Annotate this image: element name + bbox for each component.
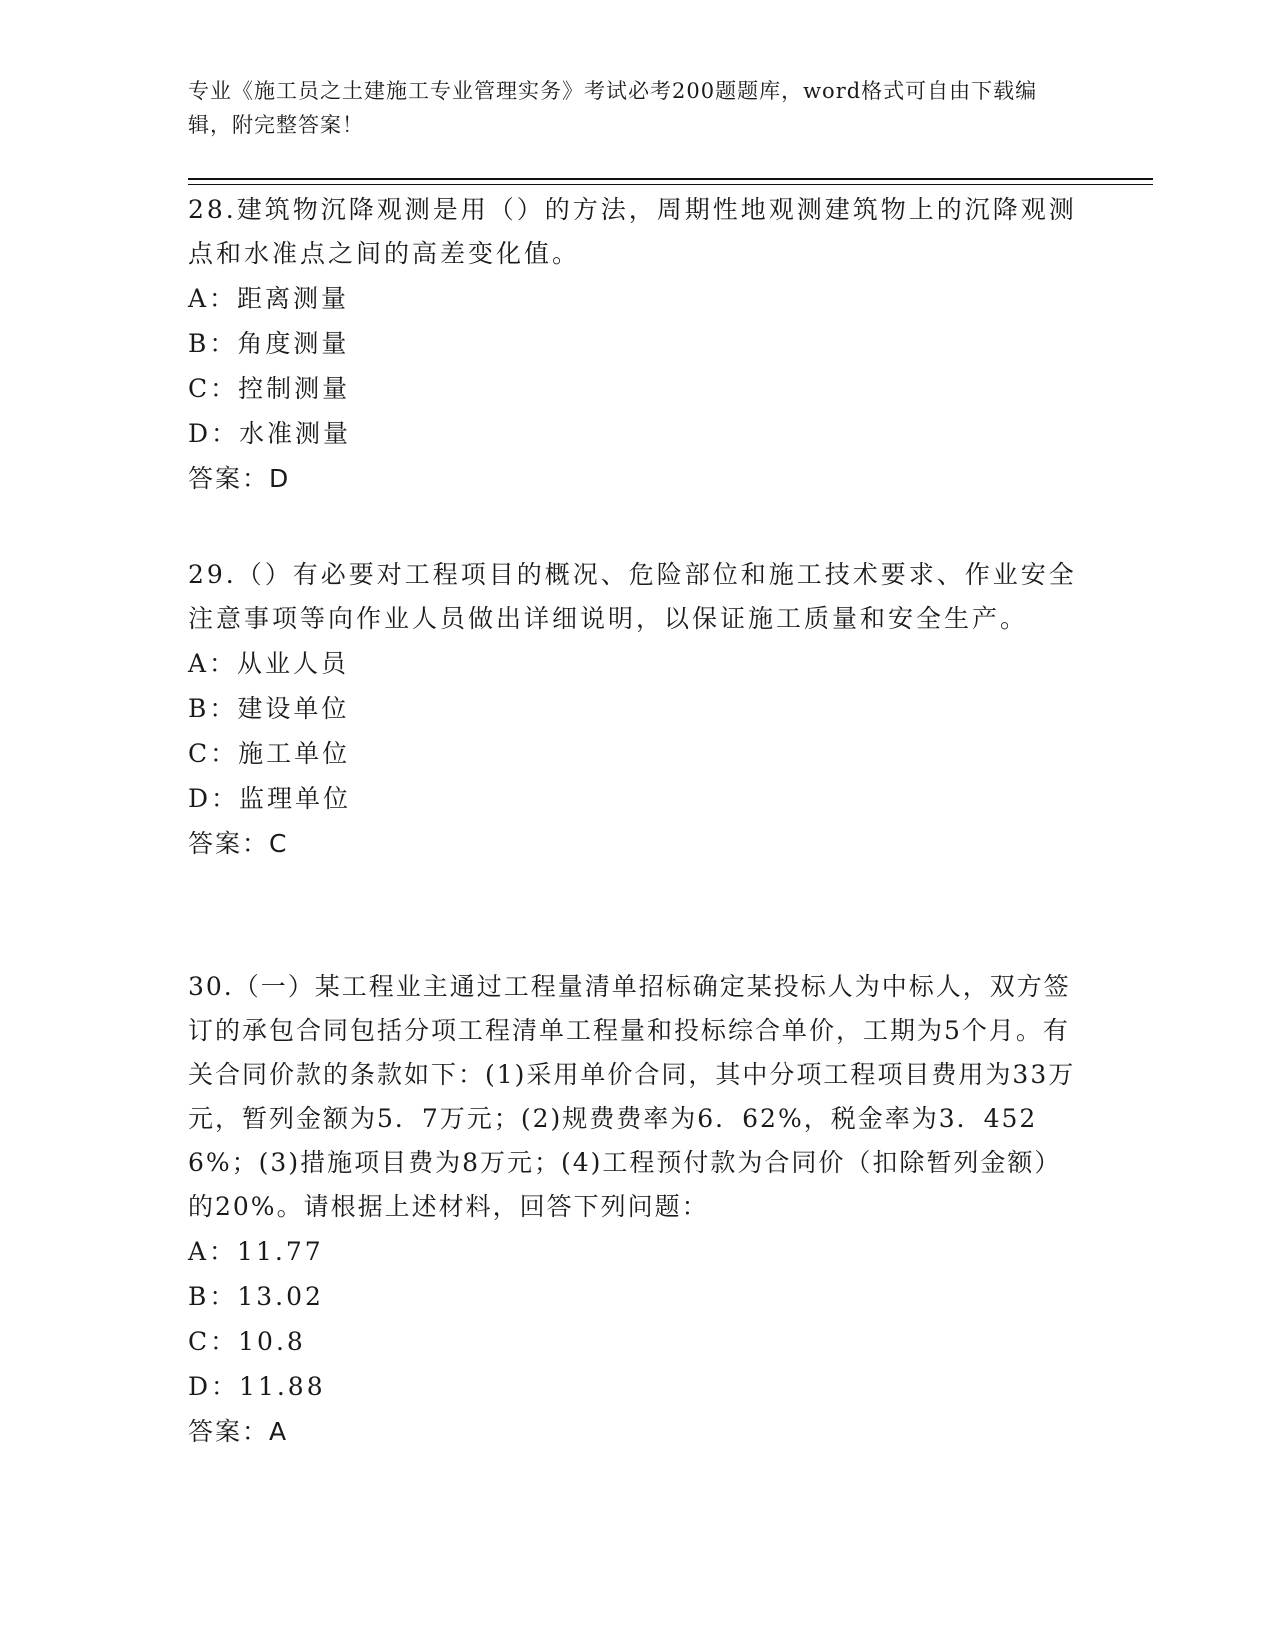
document-header: 专业《施工员之土建施工专业管理实务》考试必考200题题库，word格式可自由下载编辑，附完整答案！	[188, 79, 1038, 137]
option-a: A：从业人员	[188, 649, 350, 678]
option-c: C：控制测量	[188, 374, 351, 403]
answer-line: 答案：D	[188, 464, 291, 493]
option-d: D：监理单位	[188, 784, 352, 813]
question-28	[188, 188, 1078, 502]
answer-line: 答案：C	[188, 829, 289, 858]
option-b: B：角度测量	[188, 329, 350, 358]
option-a: A：距离测量	[188, 284, 350, 313]
question-30	[188, 965, 1078, 1455]
option-b: B：13.02	[188, 1282, 324, 1311]
question-29	[188, 553, 1078, 867]
option-d: D：11.88	[188, 1372, 326, 1401]
header-divider-thin	[188, 184, 1153, 185]
answer-line: 答案：A	[188, 1417, 289, 1446]
option-c: C：10.8	[188, 1327, 306, 1356]
question-text: 30.（一）某工程业主通过工程量清单招标确定某投标人为中标人，双方签订的承包合同包括分项工程清单工程量和投标综合单价，工期为5个月。有关合同价款的条款如下：(1)采用单价合同，其中分项工程项目费用为33万元，暂列金额为5．7万元；(2)规费费率为6．62%，税金率为3．4526%；(3)措施项目费为8万元；(4)工程预付款为合同价（扣除暂列金额）的20%。请根据上述材料，回答下列问题：	[188, 972, 1076, 1221]
question-text: 28.建筑物沉降观测是用（）的方法，周期性地观测建筑物上的沉降观测点和水准点之间的高差变化值。	[188, 195, 1077, 268]
option-a: A：11.77	[188, 1237, 324, 1266]
option-b: B：建设单位	[188, 694, 350, 723]
option-d: D：水准测量	[188, 419, 352, 448]
option-c: C：施工单位	[188, 739, 351, 768]
header-divider-thick	[188, 178, 1153, 180]
question-text: 29.（）有必要对工程项目的概况、危险部位和施工技术要求、作业安全注意事项等向作业人员做出详细说明，以保证施工质量和安全生产。	[188, 560, 1077, 633]
